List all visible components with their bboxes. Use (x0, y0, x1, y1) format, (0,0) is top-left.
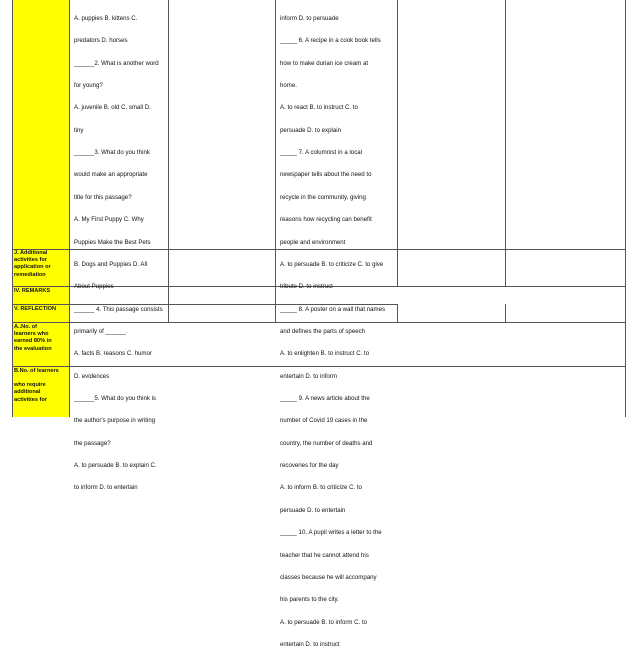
label-line: the evaluation (14, 345, 52, 352)
grid-line (12, 0, 13, 417)
label-line (14, 375, 69, 382)
text-line: the passage? (74, 439, 111, 447)
quiz-items-col2 (74, 0, 168, 507)
text-line: recoveries for the day (280, 462, 339, 470)
text-line: his parents to the city. (280, 596, 339, 604)
label-line: activities for (14, 257, 47, 264)
grid-line (168, 0, 169, 322)
grid-line (275, 0, 276, 322)
text-line: ______3. What do you think (74, 149, 150, 157)
label-line: learners who (14, 331, 49, 338)
label-line: remediation (14, 271, 46, 278)
text-line: A. My First Puppy C. Why (74, 216, 144, 224)
text-line: D. evidences (74, 372, 110, 380)
text-line: the author's purpose in writing (74, 417, 156, 425)
text-line: About Puppies (74, 283, 114, 291)
text-line: number of Covid 19 cases in the (280, 417, 368, 425)
learners-remediation-label (14, 368, 69, 404)
quiz-items-col4 (280, 0, 397, 663)
text-line: reasons how recycling can benefit (280, 216, 372, 224)
text-line: entertain D. to inform (280, 372, 337, 380)
label-line: V. REFLECTION (14, 306, 57, 312)
remarks-label (14, 288, 69, 295)
label-line: activities for (14, 396, 47, 403)
text-line: A. facts B. reasons C. humor (74, 350, 152, 358)
text-line: ______5. What do you think is (74, 395, 156, 403)
text-line: persuade D. to explain (280, 126, 341, 134)
grid-line (625, 0, 626, 417)
text-line: and defines the parts of speech (280, 327, 366, 335)
text-line: ______2. What is another word (74, 59, 159, 67)
text-line: A. to react B. to instruct C. to (280, 104, 358, 112)
text-line: _____ 10. A pupil writes a letter to the (280, 529, 382, 537)
label-line: A..No. of (14, 324, 37, 330)
label-line: application or (14, 264, 51, 271)
grid-line (505, 0, 506, 286)
text-line: persuade D. to entertain (280, 506, 346, 514)
text-line: country, the number of deaths and (280, 439, 373, 447)
text-line: _____ 8. A poster on a wall that names (280, 305, 386, 313)
text-line: title for this passage? (74, 193, 132, 201)
text-line: A. to inform B. to criticize C. to (280, 484, 362, 492)
text-line: A. puppies B. kittens C. (74, 14, 138, 22)
text-line: classes because he will accompany (280, 573, 377, 581)
grid-line (397, 304, 398, 322)
additional-activities-label (14, 250, 69, 279)
grid-line (505, 304, 506, 322)
label-line: IV. REMARKS (14, 288, 51, 294)
text-line: A. to persuade B. to explain C. (74, 462, 157, 470)
grid-line (397, 0, 398, 286)
text-line: ______ 4. This passage consists (74, 305, 163, 313)
text-line: inform D. to persuade (280, 14, 339, 22)
text-line: people and environment (280, 238, 346, 246)
text-line: for young? (74, 81, 103, 89)
label-cell-top (12, 0, 69, 249)
text-line: A. to enlighten B. to instruct C. to (280, 350, 370, 358)
text-line: primarily of ______. (74, 327, 128, 335)
text-line: _____ 6. A recipe in a cook book tells (280, 37, 381, 45)
label-line: J. Additional (14, 250, 48, 256)
text-line: predators D. horses (74, 37, 128, 45)
label-line: who require (14, 382, 46, 389)
text-line: newspaper tells about the need to (280, 171, 372, 179)
text-line: tiny (74, 126, 84, 134)
grid-line (69, 0, 70, 417)
text-line: how to make durian ice cream at (280, 59, 369, 67)
text-line: Puppies Make the Best Pets (74, 238, 151, 246)
text-line: A. juvenile B. old C. small D. (74, 104, 151, 112)
text-line: tribute D. to instruct (280, 283, 333, 291)
text-line: B. Dogs and Puppies D. All (74, 260, 148, 268)
text-line: A. to persuade B. to criticize C. to give (280, 260, 384, 268)
text-line: home. (280, 81, 297, 89)
label-line: earned 80% in (14, 338, 52, 345)
text-line: would make an appropriate (74, 171, 148, 179)
text-line: A. to persuade B. to inform C. to (280, 618, 368, 626)
text-line: teacher that he cannot attend his (280, 551, 369, 559)
learners-80-label (14, 324, 69, 353)
reflection-label (14, 306, 69, 313)
text-line: to inform D. to entertain (74, 484, 138, 492)
text-line: _____ 9. A news article about the (280, 395, 370, 403)
text-line: entertain D. to instruct (280, 640, 340, 648)
label-line: B.No. of learners (14, 368, 59, 374)
text-line: _____ 7. A columnist in a local (280, 149, 362, 157)
text-line: recycle in the community, giving (280, 193, 366, 201)
label-line: additional (14, 389, 41, 396)
